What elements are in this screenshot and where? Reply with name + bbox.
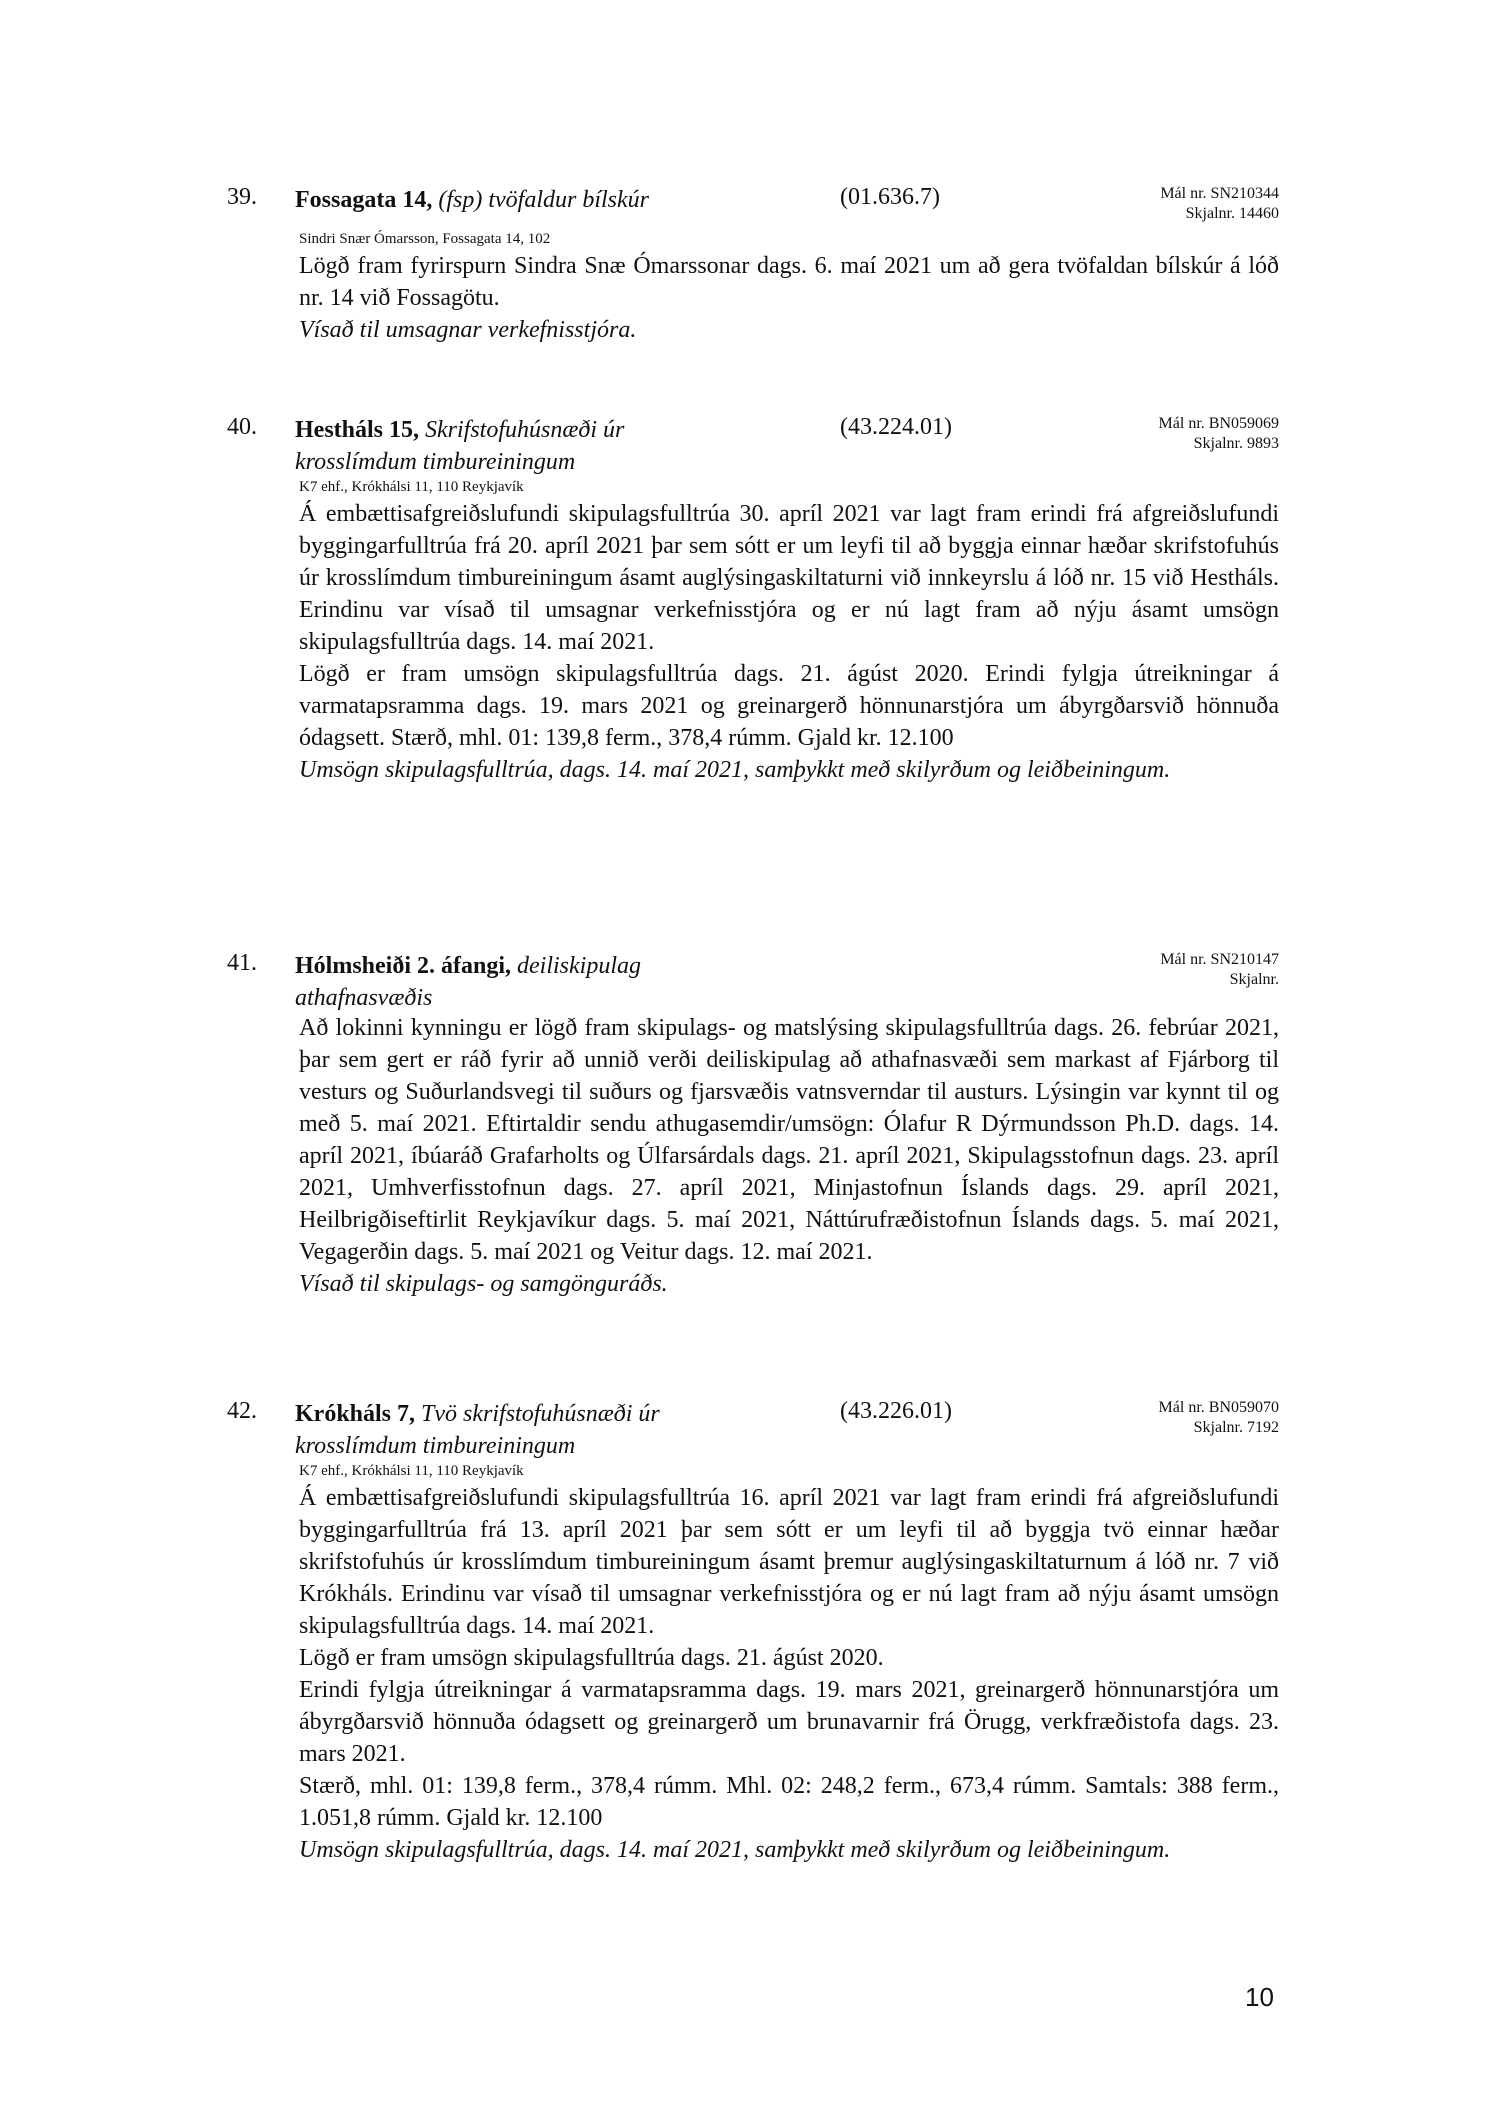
item-land-code: (43.224.01) bbox=[840, 414, 952, 440]
item-title bbox=[295, 414, 735, 478]
mal-nr: Mál nr. BN059069 bbox=[1158, 415, 1279, 432]
item-street: Krókháls 7, bbox=[295, 1401, 416, 1427]
skjal-nr: Skjalnr. bbox=[1229, 971, 1279, 988]
item-decision: Umsögn skipulagsfulltrúa, dags. 14. maí 2021, samþykkt með skilyrðum og leiðbeiningum. bbox=[299, 1837, 1171, 1863]
item-body bbox=[299, 250, 1279, 346]
item-subject: (fsp) tvöfaldur bílskúr bbox=[438, 187, 649, 213]
item-paragraph: Lögð fram fyrirspurn Sindra Snæ Ómarssonar dags. 6. maí 2021 um að gera tvöfaldan bílskúr á lóð nr. 14 við Fossagötu. bbox=[299, 253, 1279, 311]
item-street: Fossagata 14, bbox=[295, 187, 433, 213]
item-decision: Vísað til skipulags- og samgönguráðs. bbox=[299, 1271, 668, 1297]
item-title bbox=[295, 1398, 735, 1462]
item-applicant: K7 ehf., Krókhálsi 11, 110 Reykjavík bbox=[299, 1463, 524, 1479]
item-paragraph: Á embættisafgreiðslufundi skipulagsfulltrúa 30. apríl 2021 var lagt fram erindi frá afgreiðslufundi byggingarfulltrúa frá 20. apríl 2021 þar sem sótt er um leyfi til að byggja einnar hæðar skrifstofuhús úr krosslímdum timbureiningum ásamt auglýsingaskiltaturni við innkeyrslu á lóð nr. 15 við Hestháls. Erindinu var vísað til umsagnar verkefnisstjóra og er nú lagt fram að nýju ásamt umsögn skipulagsfulltrúa dags. 14. maí 2021. bbox=[299, 501, 1279, 655]
item-land-code: (01.636.7) bbox=[840, 184, 940, 210]
page-number: 10 bbox=[1245, 1982, 1274, 2012]
mal-nr: Mál nr. SN210344 bbox=[1160, 185, 1279, 202]
item-title bbox=[295, 184, 735, 216]
item-title bbox=[295, 950, 715, 1014]
item-street: Hestháls 15, bbox=[295, 417, 420, 443]
item-body bbox=[299, 498, 1279, 786]
item-body bbox=[299, 1482, 1279, 1866]
item-paragraph: Stærð, mhl. 01: 139,8 ferm., 378,4 rúmm. Mhl. 02: 248,2 ferm., 673,4 rúmm. Samtals: 388 ferm., 1.051,8 rúmm. Gjald kr. 12.100 bbox=[299, 1773, 1279, 1831]
item-subject: Skrifstofuhúsnæði úr krosslímdum timbureiningum bbox=[295, 417, 625, 475]
item-paragraph: Á embættisafgreiðslufundi skipulagsfulltrúa 16. apríl 2021 var lagt fram erindi frá afgreiðslufundi byggingarfulltrúa frá 13. apríl 2021 þar sem sótt er um leyfi til að byggja tvö einnar hæðar skrifstofuhús úr krosslímdum timbureiningum ásamt þremur auglýsingaskiltaturnum á lóð nr. 7 við Krókháls. Erindinu var vísað til umsagnar verkefnisstjóra og er nú lagt fram að nýju ásamt umsögn skipulagsfulltrúa dags. 14. maí 2021. bbox=[299, 1485, 1279, 1639]
skjal-nr: Skjalnr. 9893 bbox=[1193, 435, 1279, 452]
item-subject: Tvö skrifstofuhúsnæði úr krosslímdum timbureiningum bbox=[295, 1401, 660, 1459]
item-applicant: K7 ehf., Krókhálsi 11, 110 Reykjavík bbox=[299, 479, 524, 495]
skjal-nr: Skjalnr. 14460 bbox=[1185, 205, 1279, 222]
item-number: 42. bbox=[227, 1398, 257, 1424]
item-reference bbox=[1159, 1398, 1279, 1438]
skjal-nr: Skjalnr. 7192 bbox=[1193, 1419, 1279, 1436]
item-paragraph: Erindi fylgja útreikningar á varmatapsramma dags. 19. mars 2021, greinargerð hönnunarstjóra um ábyrgðarsvið hönnuða ódagsett og greinargerð um brunavarnir frá Örugg, verkfræðistofa dags. 23. mars 2021. bbox=[299, 1677, 1279, 1767]
item-subject: deiliskipulag athafnasvæðis bbox=[295, 953, 641, 1011]
item-number: 40. bbox=[227, 414, 257, 440]
item-applicant: Sindri Snær Ómarsson, Fossagata 14, 102 bbox=[299, 231, 551, 247]
item-street: Hólmsheiði 2. áfangi, bbox=[295, 953, 512, 979]
item-body bbox=[299, 1012, 1279, 1300]
item-number: 41. bbox=[227, 950, 257, 976]
item-paragraph: Að lokinni kynningu er lögð fram skipulags- og matslýsing skipulagsfulltrúa dags. 26. febrúar 2021, þar sem gert er ráð fyrir að unnið verði deiliskipulag að athafnasvæði sem markast af Fjárborg til vesturs og Suðurlandsvegi til suðurs og fjarsvæðis vatnsverndar til austurs. Lýsingin var kynnt til og með 5. maí 2021. Eftirtaldir sendu athugasemdir/umsögn: Ólafur R Dýrmundsson Ph.D. dags. 14. apríl 2021, íbúaráð Grafarholts og Úlfarsárdals dags. 21. apríl 2021, Skipulagsstofnun dags. 23. apríl 2021, Umhverfisstofnun dags. 27. apríl 2021, Minjastofnun Íslands dags. 29. apríl 2021, Heilbrigðiseftirlit Reykjavíkur dags. 5. maí 2021, Náttúrufræðistofnun Íslands dags. 5. maí 2021, Vegagerðin dags. 5. maí 2021 og Veitur dags. 12. maí 2021. bbox=[299, 1015, 1279, 1265]
item-decision: Vísað til umsagnar verkefnisstjóra. bbox=[299, 317, 637, 343]
mal-nr: Mál nr. SN210147 bbox=[1160, 951, 1279, 968]
item-reference bbox=[1160, 184, 1279, 224]
item-reference bbox=[1160, 950, 1279, 990]
item-reference bbox=[1159, 414, 1279, 454]
item-land-code: (43.226.01) bbox=[840, 1398, 952, 1424]
item-paragraph: Lögð er fram umsögn skipulagsfulltrúa dags. 21. ágúst 2020. Erindi fylgja útreikningar á varmatapsramma dags. 19. mars 2021 og greinargerð hönnunarstjóra um ábyrgðarsvið hönnuða ódagsett. Stærð, mhl. 01: 139,8 ferm., 378,4 rúmm. Gjald kr. 12.100 bbox=[299, 661, 1279, 751]
item-paragraph: Lögð er fram umsögn skipulagsfulltrúa dags. 21. ágúst 2020. bbox=[299, 1645, 884, 1671]
item-decision: Umsögn skipulagsfulltrúa, dags. 14. maí 2021, samþykkt með skilyrðum og leiðbeiningum. bbox=[299, 757, 1171, 783]
mal-nr: Mál nr. BN059070 bbox=[1158, 1399, 1279, 1416]
item-number: 39. bbox=[227, 184, 257, 210]
